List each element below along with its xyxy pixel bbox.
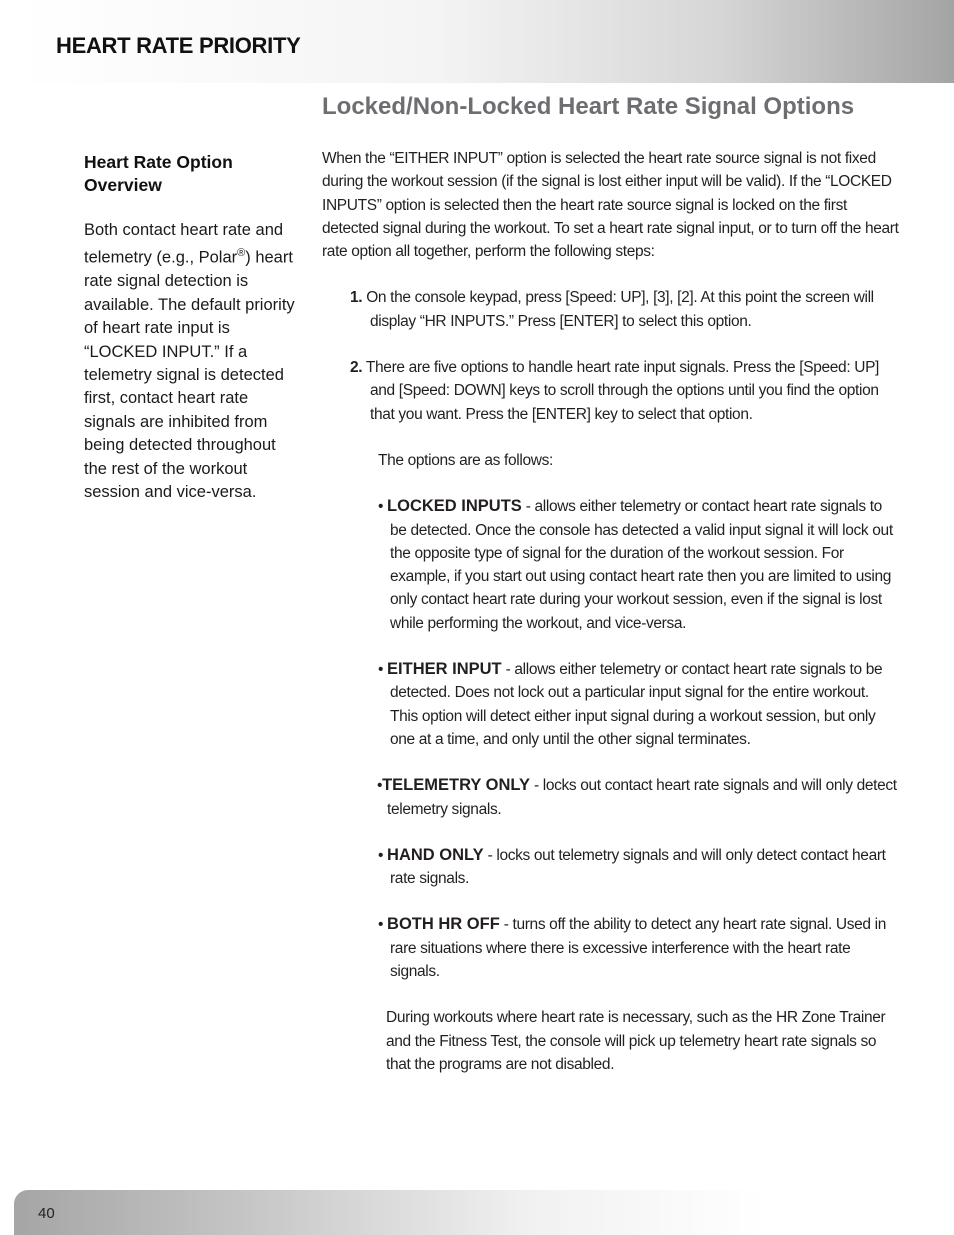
sidebar-body-suffix: ) heart rate signal detection is available. The default priority of heart rate input is “LOCKED INPUT.” If a telemetry signal is detected first, contact heart rate signals are inhibited from being detected throughout the rest of the workout session and vice-versa.: [84, 248, 295, 501]
option-either-input: [322, 658, 900, 751]
step-2-number: 2.: [350, 359, 363, 377]
step-2-text: There are five options to handle heart rate input signals. Press the [Speed: UP] and [Speed: DOWN] keys to scroll through the options until you find the option that you want. Press the [ENTER] key to select that option.: [365, 359, 880, 423]
sidebar-heading: Heart Rate Option Overview: [84, 152, 233, 195]
step-2: [322, 356, 900, 426]
option-description: - locks out contact heart rate signals and will only detect telemetry signals.: [387, 777, 897, 818]
registered-mark: ®: [237, 247, 246, 260]
option-locked-inputs: [322, 495, 900, 635]
sidebar-overview: [84, 151, 299, 504]
sidebar-body: [84, 219, 299, 504]
option-telemetry-only: [322, 774, 900, 821]
footer-bar: [14, 1190, 954, 1235]
option-description: - locks out telemetry signals and will only detect contact heart rate signals.: [390, 846, 886, 888]
option-description: - allows either telemetry or contact heart rate signals to be detected. Does not lock out a particular input signal for the entire workout. This option will detect either input signal during a workout session, but only one at a time, and only until the other signal terminates.: [390, 661, 883, 748]
step-1: [322, 286, 900, 333]
option-name: BOTH HR OFF: [387, 915, 500, 934]
option-name: TELEMETRY ONLY: [382, 776, 530, 795]
option-both-hr-off: [322, 913, 900, 983]
step-1-text: On the console keypad, press [Speed: UP], [3], [2]. At this point the screen will display “HR INPUTS.” Press [ENTER] to select this option.: [366, 289, 874, 330]
closing-paragraph: During workouts where heart rate is necessary, such as the HR Zone Trainer and the Fitness Test, the console will pick up telemetry heart rate signals so that the programs are not disabled.: [386, 1009, 886, 1073]
bullet: •: [378, 846, 388, 864]
step-1-number: 1.: [350, 289, 363, 307]
bullet: •: [377, 777, 383, 795]
bullet: •: [378, 661, 388, 679]
option-name: EITHER INPUT: [387, 660, 502, 679]
options-intro: The options are as follows:: [378, 451, 553, 469]
main-content: [322, 92, 900, 1076]
option-name: HAND ONLY: [387, 845, 484, 864]
option-hand-only: [322, 844, 900, 891]
intro-paragraph: When the “EITHER INPUT” option is selected the heart rate source signal is not fixed during the workout session (if the signal is lost either input will be valid). If the “LOCKED INPUTS” option is selected then the heart rate source signal is locked on the first detected signal during the workout. To set a heart rate signal input, or to turn off the heart rate option all together, perform the following steps:: [322, 150, 899, 261]
page-number: 40: [38, 1205, 55, 1222]
option-name: LOCKED INPUTS: [387, 497, 522, 516]
sidebar-body-prefix: Both contact heart rate and telemetry (e.g., Polar: [84, 221, 284, 267]
section-title: Locked/Non-Locked Heart Rate Signal Options: [322, 93, 855, 120]
bullet: •: [378, 916, 388, 934]
bullet: •: [378, 498, 388, 516]
option-description: - allows either telemetry or contact heart rate signals to be detected. Once the console has detected a valid input signal it will lock out the opposite type of signal for the duration of the workout session. For example, if you start out using contact heart rate then you are limited to using only contact heart rate during your workout session, even if the signal is lost while performing the workout, and vice-versa.: [390, 498, 893, 632]
option-description: - turns off the ability to detect any heart rate signal. Used in rare situations where there is excessive interference with the heart rate signals.: [390, 916, 887, 981]
page-header-title: HEART RATE PRIORITY: [56, 33, 301, 58]
